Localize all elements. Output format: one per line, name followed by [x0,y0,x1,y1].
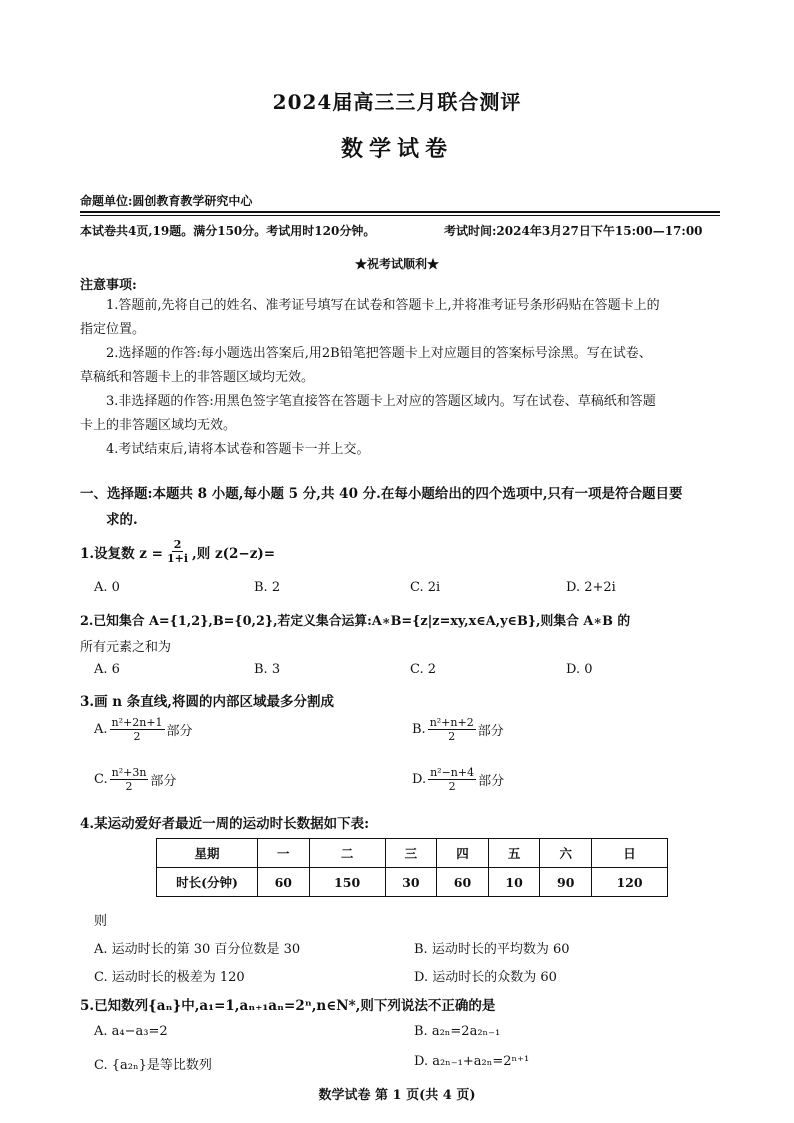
q1-suffix: ,则 z(2−z)= [192,545,276,562]
q2-option-c: C. 2 [410,662,437,677]
notice-heading: 注意事项: [80,278,137,293]
table-cell: 90 [540,868,592,897]
table-cell: 时长(分钟) [157,868,258,897]
q1-frac-num: 2 [173,538,182,551]
question-5: 5.已知数列{aₙ}中,a₁=1,aₙ₊₁aₙ=2ⁿ,n∈N*,则下列说法不正确的是 [80,998,496,1014]
section-1-heading: 一、选择题:本题共 8 小题,每小题 5 分,共 40 分.在每小题给出的四个选项中,只有一项是符合题目要 [80,486,683,502]
q3-a-num: n²+2n+1 [111,716,163,729]
q3-b-label: B. [412,722,426,737]
question-4: 4.某运动爱好者最近一周的运动时长数据如下表: [80,816,370,832]
notice-item-4: 4.考试结束后,请将本试卷和答题卡一并上交。 [106,442,370,457]
q4-then: 则 [94,914,108,929]
q1-fraction [165,538,190,565]
q5-option-b: B. a₂ₙ=2a₂ₙ₋₁ [414,1024,501,1039]
q3-c-label: C. [94,772,108,787]
q2-option-b: B. 3 [254,662,281,677]
table-cell: 日 [592,839,668,868]
table-cell: 120 [592,868,668,897]
q3-b-den: 2 [448,730,456,743]
q1-option-a: A. 0 [94,580,120,595]
table-cell: 10 [488,868,540,897]
notice-item-1-cont: 指定位置。 [80,322,146,337]
notice-item-2: 2.选择题的作答:每小题选出答案后,用2B铅笔把答题卡上对应题目的答案标号涂黑。写在试卷、 [106,346,652,361]
question-2-cont: 所有元素之和为 [80,640,172,655]
table-cell: 三 [385,839,437,868]
q1-option-c: C. 2i [410,580,441,595]
q3-d-suffix: 部分 [478,774,505,789]
q2-option-d: D. 0 [566,662,593,677]
q1-prefix: 1.设复数 z = [80,545,163,562]
q1-frac-den: 1+i [166,552,189,565]
notice-item-3-cont: 卡上的非答题区域均无效。 [80,418,237,433]
q1-option-d: D. 2+2i [566,580,616,595]
table-row [157,868,668,897]
q5-option-a: A. a₄−a₃=2 [94,1024,168,1039]
table-cell: 60 [437,868,489,897]
q3-c-fraction [110,766,149,793]
q3-option-b [412,716,504,743]
header-rule-thin [80,215,720,216]
q4-option-c: C. 运动时长的极差为 120 [94,970,245,985]
q3-a-label: A. [94,722,108,737]
q2-option-a: A. 6 [94,662,120,677]
exam-info: 本试卷共4页,19题。满分150分。考试用时120分钟。 [80,224,376,238]
table-cell: 六 [540,839,592,868]
q1-option-b: B. 2 [254,580,281,595]
q4-option-d: D. 运动时长的众数为 60 [414,970,557,985]
notice-item-2-cont: 草稿纸和答题卡上的非答题区域均无效。 [80,370,315,385]
q3-option-a [94,716,193,743]
q5-option-d: D. a₂ₙ₋₁+a₂ₙ=2ⁿ⁺¹ [414,1054,530,1069]
q5-option-c: C. {a₂ₙ}是等比数列 [94,1058,212,1073]
q3-option-d [412,766,504,793]
q3-a-fraction [110,716,165,743]
q3-d-fraction [428,766,476,793]
question-3: 3.画 n 条直线,将圆的内部区域最多分割成 [80,694,335,710]
q3-b-num: n²+n+2 [429,716,474,729]
q3-a-den: 2 [133,730,141,743]
exam-subject-title: 数学试卷 [340,136,453,162]
good-luck-note: ★祝考试顺利★ [354,257,439,271]
table-cell: 五 [488,839,540,868]
table-cell: 150 [309,868,385,897]
table-cell: 一 [258,839,310,868]
q4-option-a: A. 运动时长的第 30 百分位数是 30 [94,942,301,957]
q3-d-label: D. [412,772,427,787]
table-cell: 四 [437,839,489,868]
q3-b-fraction [428,716,476,743]
exam-time: 考试时间:2024年3月27日下午15:00—17:00 [444,224,703,238]
table-cell: 60 [258,868,310,897]
q3-b-suffix: 部分 [477,724,504,739]
q3-d-num: n²−n+4 [430,766,475,779]
exercise-duration-table [156,838,668,897]
table-row [157,839,668,868]
page-footer: 数学试卷 第 1 页(共 4 页) [318,1088,476,1103]
exam-title: 2024届高三三月联合测评 [272,90,522,114]
q3-d-den: 2 [448,780,456,793]
question-2: 2.已知集合 A={1,2},B={0,2},若定义集合运算:A∗B={z|z=xy,x∈A,y∈B},则集合 A∗B 的 [80,614,631,629]
notice-item-1: 1.答题前,先将自己的姓名、准考证号填写在试卷和答题卡上,并将准考证号条形码贴在答题卡上的 [106,298,660,313]
question-1 [80,538,275,565]
table-cell: 星期 [157,839,258,868]
q3-a-suffix: 部分 [166,724,193,739]
section-1-heading-cont: 求的. [106,512,138,528]
q3-c-den: 2 [125,780,133,793]
q3-c-num: n²+3n [111,766,147,779]
q3-c-suffix: 部分 [150,774,177,789]
notice-item-3: 3.非选择题的作答:用黑色签字笔直接答在答题卡上对应的答题区域内。写在试卷、草稿纸和答题 [106,394,656,409]
table-cell: 30 [385,868,437,897]
q3-option-c [94,766,176,793]
header-rule-thick [80,211,720,213]
compiled-by: 命题单位:圆创教育教学研究中心 [80,194,253,208]
table-cell: 二 [309,839,385,868]
q4-option-b: B. 运动时长的平均数为 60 [414,942,570,957]
